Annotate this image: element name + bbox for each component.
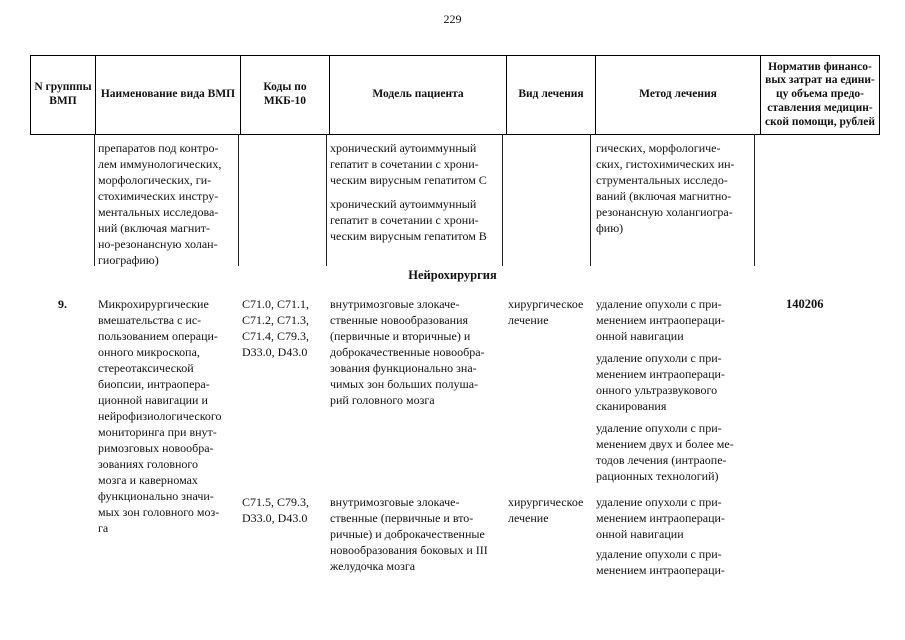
column-divider [590, 134, 591, 266]
table-header [30, 55, 880, 135]
treatment-method-2b: удаление опухоли с при- менением интраопераци- [596, 547, 725, 577]
column-divider [326, 134, 327, 266]
vmp-name: Микрохирургические вмешательства с ис- пользованием операци- онного микроскопа, стереотаксической биопсии, интраопера- ционной навигации и нейрофизиологического мониторинга при внут- римозговых новообра- зованиях головного мозга и каверномах функционально значи- мых зон головного моз- га [98, 297, 222, 535]
header-treatment-type: Вид лечения [507, 56, 596, 135]
cont-patient-model-1: хронический аутоиммунный гепатит в сочетании с хрони- ческим вирусным гепатитом С [330, 141, 487, 187]
treatment-method-2a: удаление опухоли с при- менением интраопераци- онной навигации [596, 495, 725, 541]
patient-model-1: внутримозговые злокаче- ственные новообразования (первичные и вторичные) и доброкачественные новообра- зования функционально зна- чимых зон больших полуша- рий головного мозга [330, 297, 485, 407]
patient-model-2: внутримозговые злокаче- ственные (первичные и вто- ричные) и доброкачественные новообразования боковых и III желудочка мозга [330, 495, 488, 573]
cost-norm: 140206 [786, 297, 824, 311]
cont-patient-model-2: хронический аутоиммунный гепатит в сочетании с хрони- ческим вирусным гепатитом В [330, 197, 487, 243]
column-divider [94, 134, 95, 266]
header-cost-norm: Норматив финансо-вых затрат на едини-цу объема предо-ставления медицин-ской помощи, рублей [761, 56, 880, 135]
icd-codes-2: C71.5, C79.3, D33.0, D43.0 [242, 495, 310, 525]
section-title: Нейрохирургия [408, 268, 497, 282]
column-divider [502, 134, 503, 266]
treatment-method-1b: удаление опухоли с при- менением интраопераци- онного ультразвукового сканирования [596, 351, 725, 413]
column-divider [238, 134, 239, 266]
icd-codes-1: C71.0, C71.1, C71.2, C71.3, C71.4, C79.3, D33.0, D43.0 [242, 297, 310, 359]
header-group-number: N групппы ВМП [31, 56, 96, 135]
treatment-type-1: хирургическое лечение [508, 297, 584, 327]
column-divider [754, 134, 755, 266]
header-vmp-name: Наименование вида ВМП [96, 56, 241, 135]
header-treatment-method: Метод лечения [596, 56, 761, 135]
treatment-method-1a: удаление опухоли с при- менением интраопераци- онной навигации [596, 297, 725, 343]
header-icd-codes: Коды по МКБ-10 [241, 56, 330, 135]
header-patient-model: Модель пациента [330, 56, 507, 135]
cont-treatment-method: гических, морфологиче- ских, гистохимических ин- струментальных исследо- ваний (включая магнитно- резонансную холангиогра- фию) [596, 141, 735, 235]
treatment-method-1c: удаление опухоли с при- менением двух и более ме- тодов лечения (интраопе- рационных технологий) [596, 421, 734, 483]
row-number: 9. [58, 297, 67, 311]
page-number: 229 [443, 12, 462, 26]
cont-vmp-name: препаратов под контро- лем иммунологических, морфологических, ги- стохимических инстру- ментальных исследова- ний (включая магнит- но-резонансную холан- гиографию) [98, 141, 222, 267]
treatment-type-2: хирургическое лечение [508, 495, 584, 525]
